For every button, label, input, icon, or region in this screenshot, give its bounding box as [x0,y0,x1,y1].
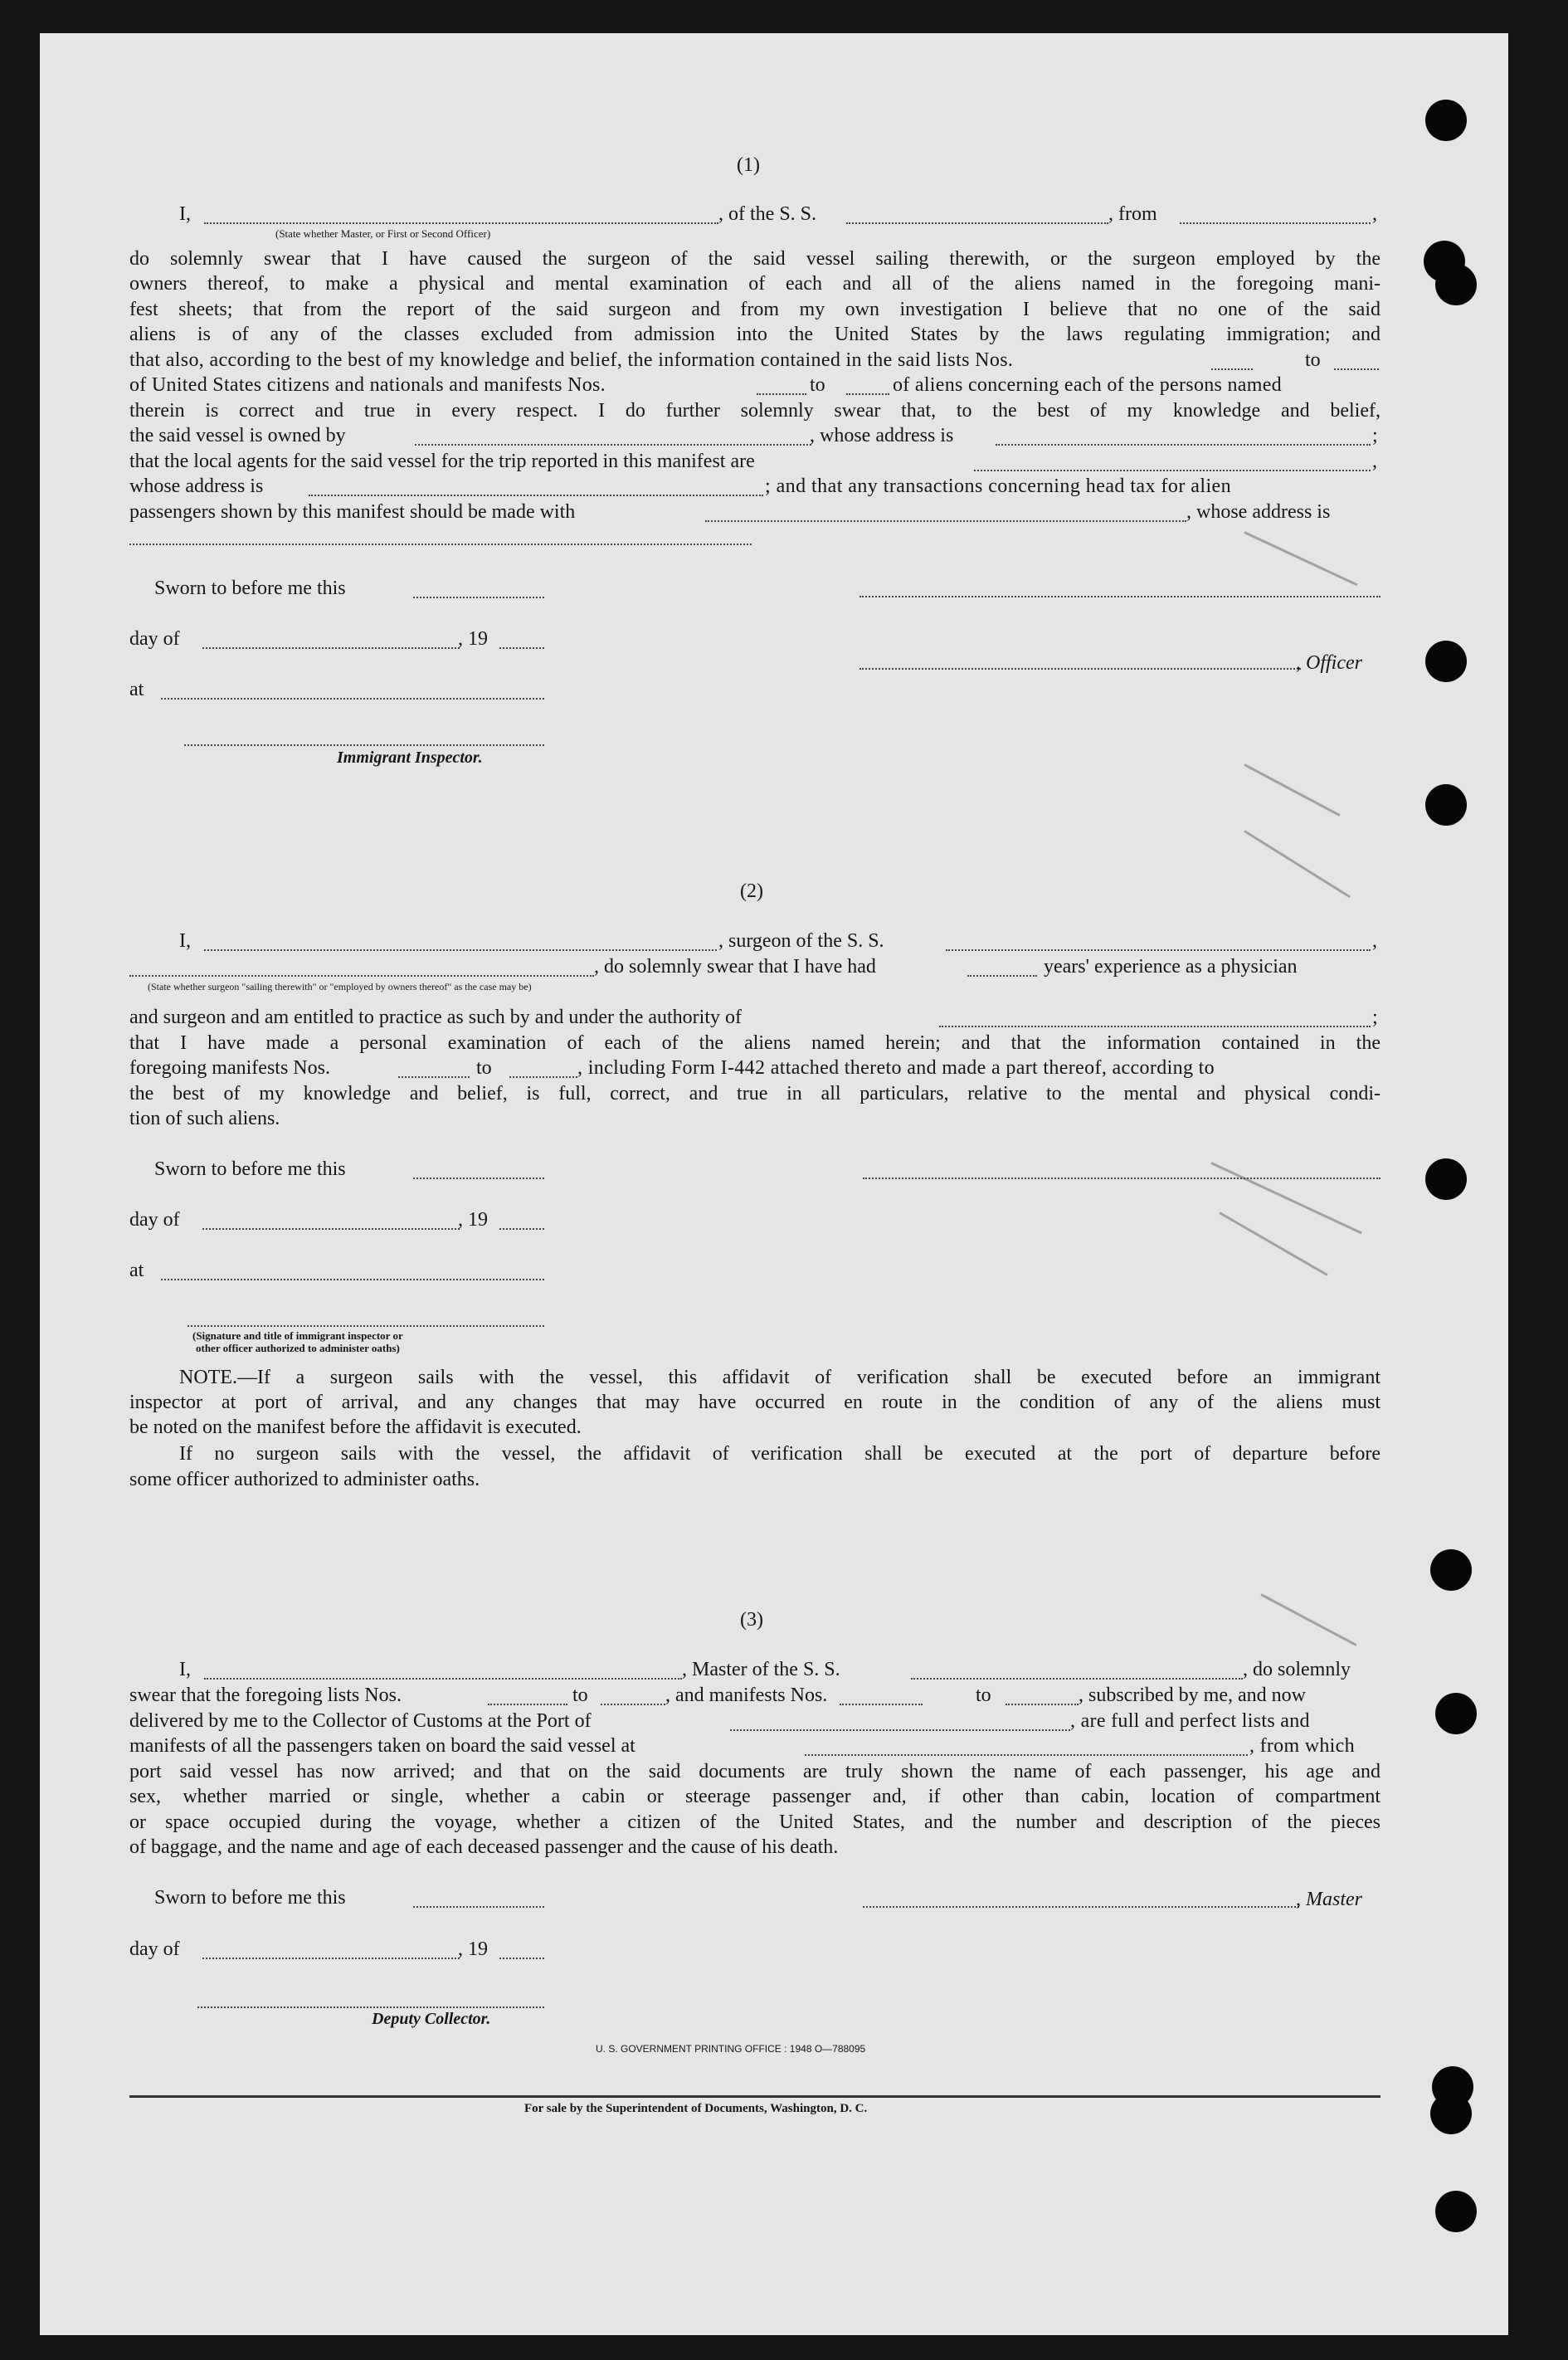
s2-surgeon-of-label: , surgeon of the S. S. [718,930,884,952]
s3-manifests-to: to [976,1685,991,1706]
s1-inspector-signature-line [184,744,544,746]
s2-sworn-label: Sworn to before me this [154,1158,346,1180]
s2-surgeon-signature-line [863,1178,1381,1179]
s1-at-blank [161,698,544,700]
s3-manifests-label: , and manifests Nos. [665,1685,828,1706]
s3-taken-blank [805,1754,1248,1756]
section-3-heading: (3) [740,1609,763,1631]
s3-body-line: of baggage, and the name and age of each deceased passenger and the cause of his death. [129,1836,839,1858]
s1-transactions-blank-2 [129,544,752,545]
s1-inspector-label: Immigrant Inspector. [337,748,483,767]
s2-authority-blank [939,1026,1371,1027]
s1-passengers-address-label: , whose address is [1186,501,1331,523]
s1-body-line: fest sheets; that from the report of the said surgeon and from my own investigation I believe that no one of the said [129,299,1381,320]
s1-us-to-blank [846,393,889,395]
s1-agents-comma: , [1372,451,1377,472]
s3-vessel-blank [911,1678,1243,1680]
s3-lists-label: swear that the foregoing lists Nos. [129,1685,402,1706]
s2-at-blank [161,1279,544,1280]
s1-lists-to: to [1305,349,1321,371]
s3-year-label: , 19 [458,1938,488,1960]
punch-hole [1425,100,1467,141]
s2-years-label: years' experience as a physician [1044,956,1298,978]
s3-collector-signature-line [197,2006,544,2008]
punch-hole [1435,1693,1477,1734]
s2-comma: , [1372,930,1377,952]
s2-note-line: NOTE.—If a surgeon sails with the vessel, this affidavit of verification shall be executed before an immigrant [179,1367,1381,1388]
s2-authority-label: and surgeon and am entitled to practice as such by and under the authority of [129,1007,742,1028]
s1-day-label: day of [129,628,180,650]
s3-master-signature-line [863,1906,1299,1908]
s3-manifests-to-blank [1006,1704,1079,1705]
s1-agents-blank [974,470,1371,471]
punch-hole [1430,2093,1472,2134]
s1-from-label: , from [1108,203,1157,225]
s2-note-line: If no surgeon sails with the vessel, the affidavit of verification shall be executed at the port of departure before [179,1443,1381,1465]
s2-day-label: day of [129,1209,180,1231]
s1-officer-name-blank [859,668,1301,670]
s1-sworn-blank [413,597,544,598]
punch-hole [1425,784,1467,826]
s1-head-tax-text: ; and that any transactions concerning head tax for alien [765,475,1232,497]
s1-sworn-label: Sworn to before me this [154,578,346,599]
s3-lists-to: to [572,1685,588,1706]
s2-sig-caption: (Signature and title of immigrant inspector or [192,1329,403,1342]
s1-officer-label: , Officer [1296,652,1362,674]
s2-body-line: tion of such aliens. [129,1108,280,1129]
s3-lists-to-blank [601,1704,665,1705]
s3-master-name-blank [204,1678,682,1680]
s3-day-label: day of [129,1938,180,1960]
s2-inspector-signature-line [187,1325,544,1327]
s1-year-label: , 19 [458,628,488,650]
punch-hole [1430,1549,1472,1591]
s2-body-line: that I have made a personal examination of each of the aliens named herein; and that the information contained in the [129,1032,1381,1054]
s3-lists-from-blank [488,1704,567,1705]
s3-master-label: , Master [1296,1889,1362,1910]
s1-owner-blank [415,444,811,446]
footer-rule [129,2095,1381,2098]
s1-owned-label: the said vessel is owned by [129,425,346,446]
s3-subscribed-label: , subscribed by me, and now [1079,1685,1306,1706]
s3-sworn-blank [413,1906,544,1908]
s1-therein-line: therein is correct and true in every respect. I do further solemnly swear that, to the best of my knowledge and belief, [129,400,1381,422]
s2-body-line: the best of my knowledge and belief, is full, correct, and true in all particulars, relative to the mental and physical condi- [129,1083,1381,1104]
s2-note-line: be noted on the manifest before the affidavit is executed. [129,1416,582,1438]
s1-body-line: aliens is of any of the classes excluded from admission into the United States by the laws regulating immigration; and [129,324,1381,345]
s2-year-blank [499,1228,544,1230]
s2-note-line: some officer authorized to administer oaths. [129,1469,480,1490]
s2-sworn-blank [413,1178,544,1179]
s1-at-label: at [129,679,144,700]
s2-year-label: , 19 [458,1209,488,1231]
s3-master-of-label: , Master of the S. S. [682,1659,840,1680]
s1-transactions-blank [705,520,1186,522]
s2-manifest-from-blank [398,1076,470,1078]
s3-body-line: or space occupied during the voyage, whether a citizen of the United States, and the number and description of the pieces [129,1811,1381,1833]
s2-note-line: inspector at port of arrival, and any changes that may have occurred en route in the condition of any of the aliens must [129,1392,1381,1413]
section-2-heading: (2) [740,880,763,902]
s2-day-blank [202,1228,460,1230]
s1-lists-line: that also, according to the best of my knowledge and belief, the information contained in the said lists Nos. [129,349,1014,371]
s1-us-line-b: of aliens concerning each of the persons named [893,374,1282,396]
s1-us-to: to [810,374,825,396]
s3-sworn-label: Sworn to before me this [154,1887,346,1909]
s3-full-lists-label: , are full and perfect lists and [1070,1710,1310,1732]
s2-sig-caption: other officer authorized to administer oaths) [196,1342,400,1354]
s3-taken-label: manifests of all the passengers taken on board the said vessel at [129,1735,635,1757]
s1-body-line: owners thereof, to make a physical and mental examination of each and all of the aliens named in the foregoing mani- [129,273,1381,295]
s1-us-line-a: of United States citizens and nationals and manifests Nos. [129,374,606,396]
s1-officer-blank [204,222,718,224]
s2-manifest-to-blank [509,1076,577,1078]
s1-whose-label: whose address is [129,475,264,497]
s1-day-blank [202,647,460,649]
s2-to-label: to [476,1057,492,1079]
s1-comma: , [1372,203,1377,225]
punch-hole [1425,641,1467,682]
s2-at-label: at [129,1260,144,1281]
s2-form-text: , including Form I-442 attached thereto and made a part thereof, according to [577,1057,1215,1079]
punch-hole [1435,264,1477,305]
s1-body-line: do solemnly swear that I have caused the surgeon of the said vessel sailing therewith, or the surgeon employed by the [129,248,1381,270]
s1-from-blank [1180,222,1371,224]
s1-i-label: I, [179,203,191,225]
s2-manifests-label: foregoing manifests Nos. [129,1057,330,1079]
s1-vessel-blank [846,222,1108,224]
section-1-heading: (1) [737,154,760,176]
s1-lists-from-blank [1211,368,1253,370]
s3-solemnly-label: , do solemnly [1243,1659,1351,1680]
s1-semicolon: ; [1372,425,1378,446]
s3-port-blank [730,1729,1070,1731]
s1-owner-address-blank [996,444,1371,446]
s1-year-blank [499,647,544,649]
s1-agents-label: that the local agents for the said vessel for the trip reported in this manifest are [129,451,755,472]
s2-swear-label: , do solemnly swear that I have had [594,956,876,978]
s3-from-which-label: , from which [1249,1735,1355,1757]
gpo-imprint: U. S. GOVERNMENT PRINTING OFFICE : 1948 O—788095 [596,2043,866,2055]
s1-agents-address-blank [309,495,763,496]
s3-collector-label: Deputy Collector. [372,2010,491,2028]
s1-lists-to-blank [1334,368,1379,370]
s1-officer-hint: (State whether Master, or First or Second Officer) [275,227,491,240]
punch-hole [1425,1158,1467,1200]
s2-surgeon-hint: (State whether surgeon "sailing therewith" or "employed by owners thereof" as the case may be) [148,981,532,992]
s1-of-ss-label: , of the S. S. [718,203,817,225]
s2-semicolon: ; [1372,1007,1378,1028]
s3-port-label: delivered by me to the Collector of Customs at the Port of [129,1710,592,1732]
sale-notice: For sale by the Superintendent of Documents, Washington, D. C. [524,2102,868,2115]
s3-i-label: I, [179,1659,191,1680]
s2-surgeon-name-blank [204,949,717,951]
s1-owner-address-label: , whose address is [810,425,954,446]
s2-capacity-blank [129,975,594,977]
s1-passengers-label: passengers shown by this manifest should be made with [129,501,576,523]
s3-day-blank [202,1958,460,1959]
s1-us-from-blank [757,393,806,395]
s3-year-blank [499,1958,544,1959]
s2-vessel-blank [946,949,1371,951]
punch-hole [1435,2191,1477,2232]
s3-body-line: sex, whether married or single, whether a cabin or steerage passenger and, if other than cabin, location of compartment [129,1786,1381,1807]
s2-years-blank [967,975,1037,977]
s3-body-line: port said vessel has now arrived; and that on the said documents are truly shown the name of each passenger, his age and [129,1761,1381,1782]
s1-officer-signature-line [859,596,1381,597]
s3-manifests-from-blank [840,1704,923,1705]
s2-i-label: I, [179,930,191,952]
